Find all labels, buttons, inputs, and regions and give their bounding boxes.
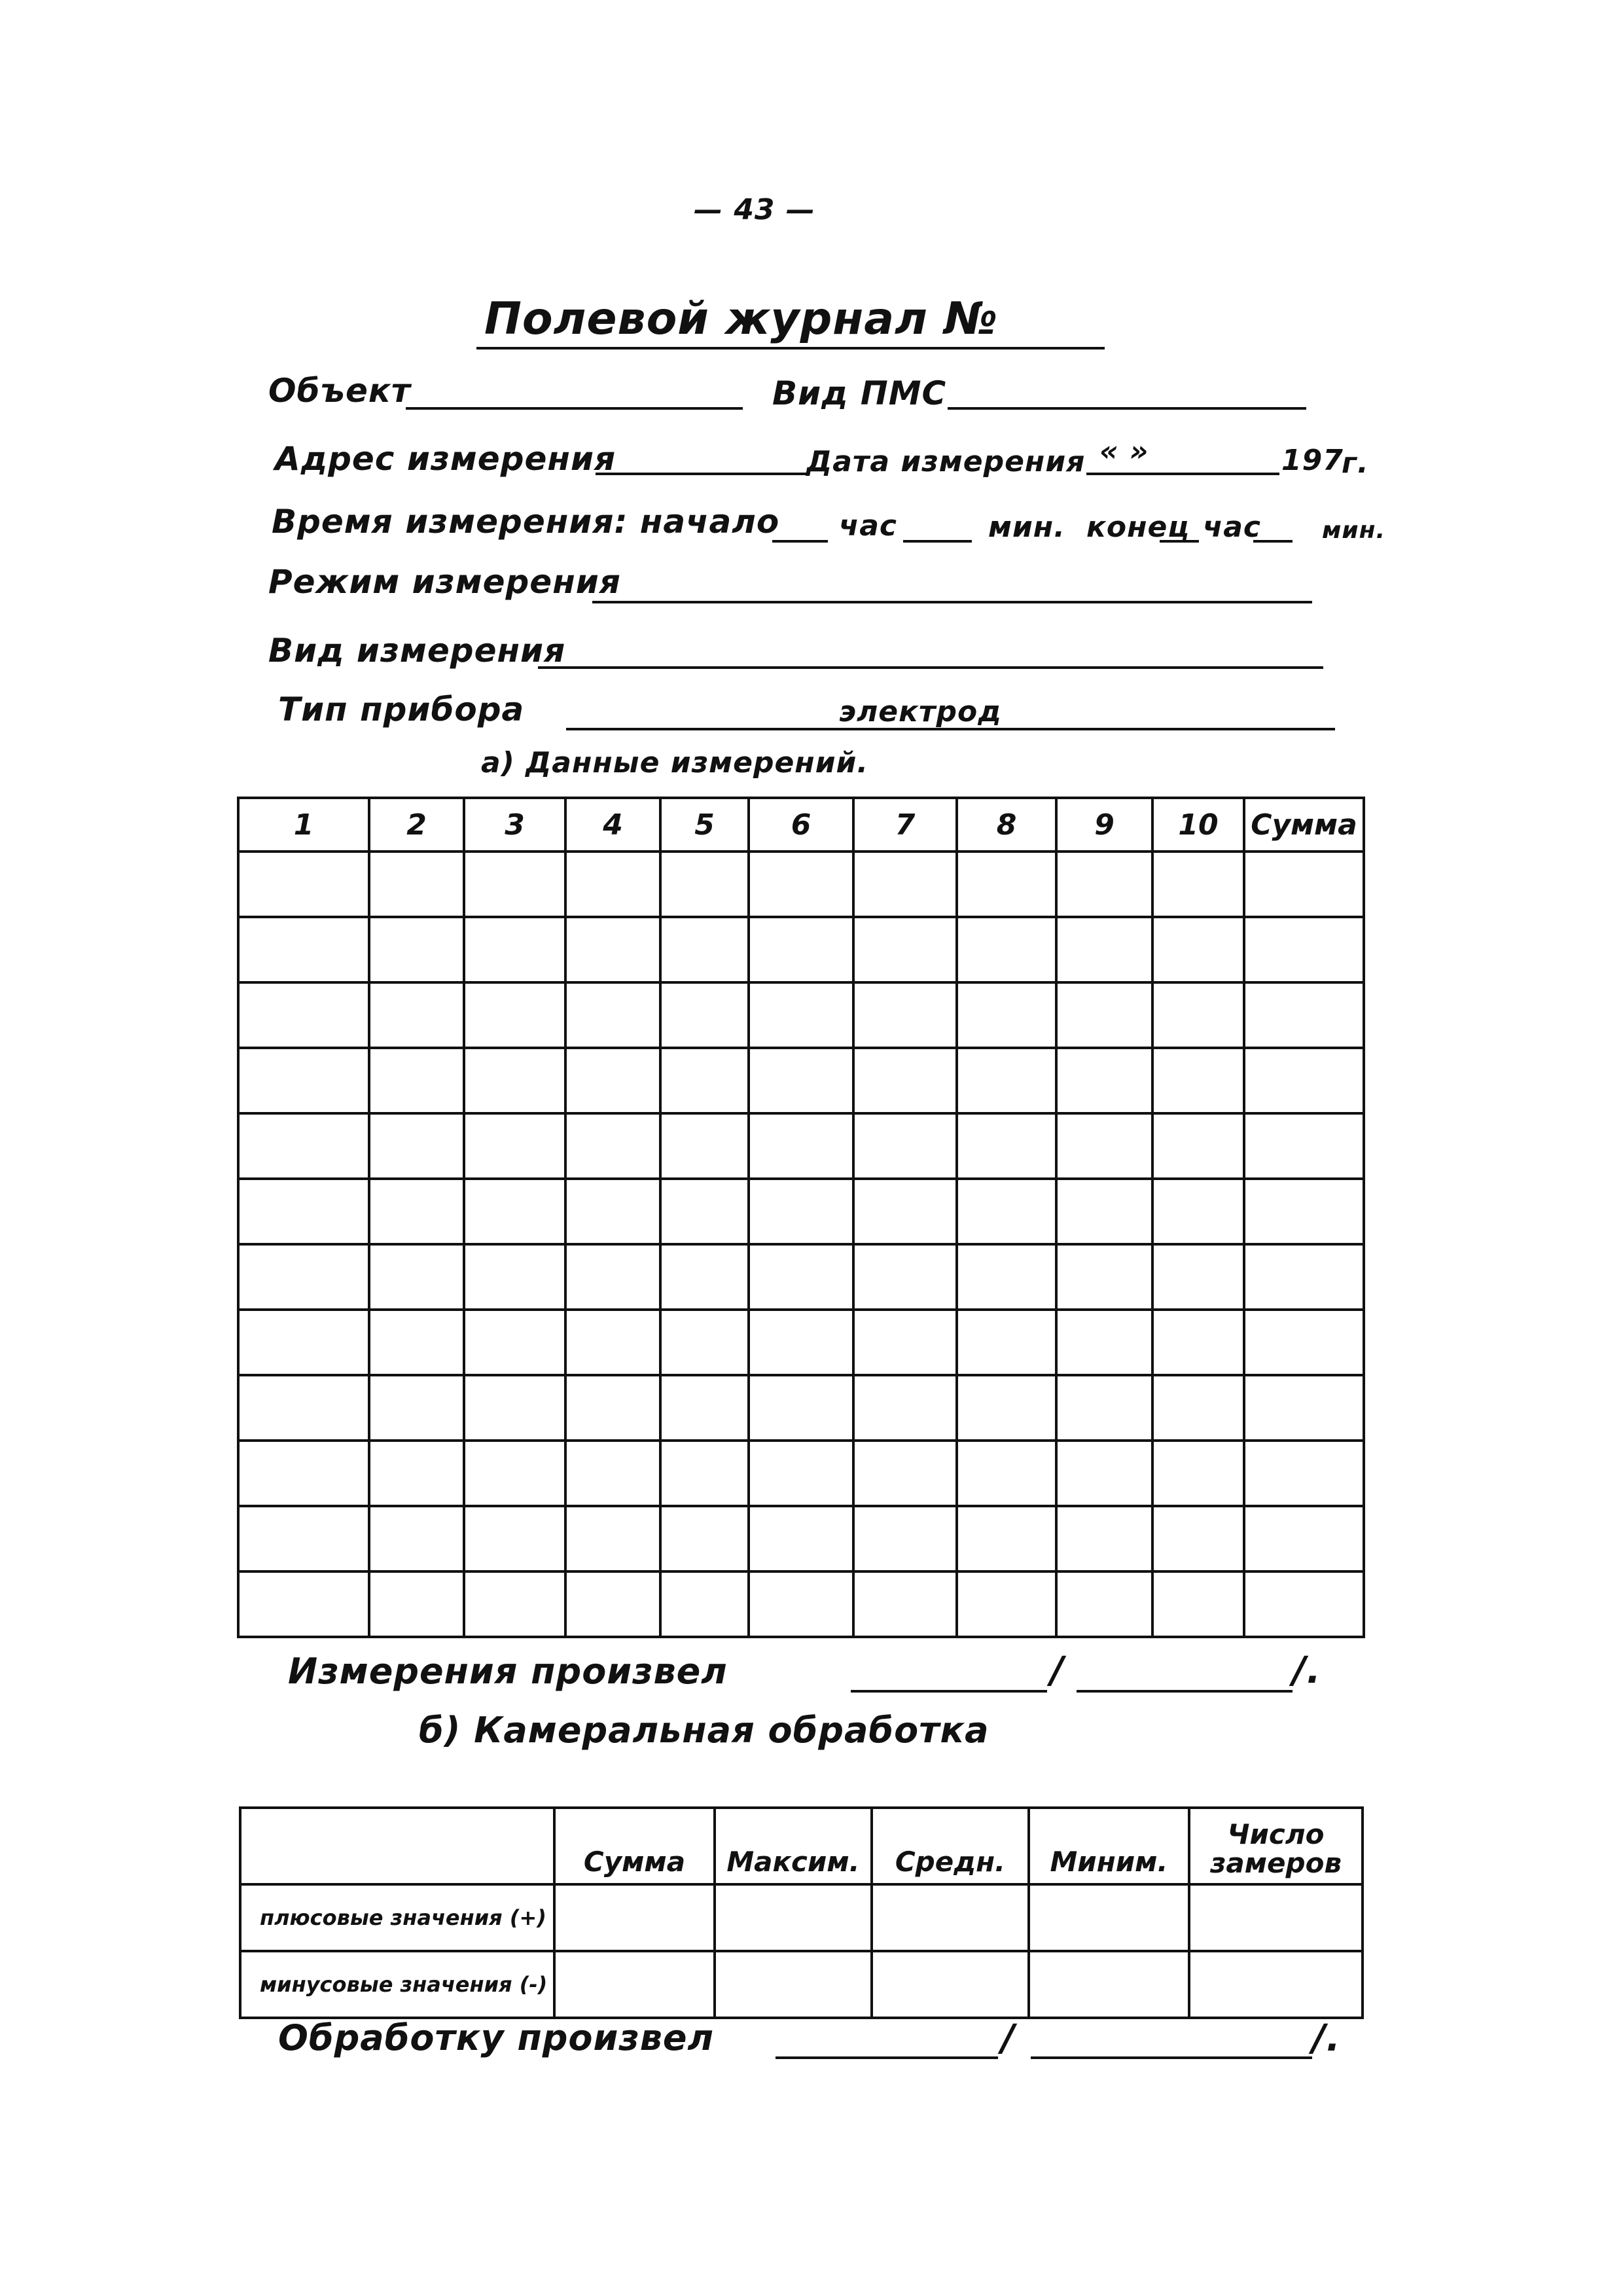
year-value: 197 [1281,444,1344,477]
measurements-table [237,797,1365,1638]
table-cell[interactable] [749,1441,853,1506]
table-cell[interactable] [749,1113,853,1179]
table-row [238,1048,1364,1113]
table-cell[interactable] [554,1884,715,1951]
table-cell[interactable] [660,1310,749,1375]
table-cell[interactable] [369,1506,464,1571]
address-field-line[interactable] [596,473,808,475]
row-label-minus: минусовые значения (-) [240,1951,554,2018]
table-cell[interactable] [957,982,1056,1048]
table-cell[interactable] [1056,1375,1152,1441]
table-cell[interactable] [565,1506,660,1571]
start-min-line[interactable] [903,540,972,543]
table-cell[interactable] [660,1048,749,1113]
mode-field-line[interactable] [592,601,1312,603]
column-header: 9 [1056,798,1152,852]
column-header: 10 [1152,798,1244,852]
table-cell[interactable] [238,1571,369,1637]
processed-by-label: Обработку произвел [278,2017,715,2058]
table-cell[interactable] [1244,1310,1364,1375]
table-cell[interactable] [957,852,1056,917]
table-cell[interactable] [1152,1179,1244,1244]
table-row [238,1179,1364,1244]
hour-label-2: час [1203,511,1261,544]
table-cell[interactable] [1029,1951,1189,2018]
table-cell[interactable] [464,1375,565,1441]
processed-by-end-slash: /. [1312,2017,1341,2060]
table-cell[interactable] [238,852,369,917]
table-cell[interactable] [238,1310,369,1375]
processed-by-signature-line[interactable] [776,2056,998,2059]
table-row [240,1951,1363,2018]
table-row [238,1244,1364,1310]
table-cell[interactable] [565,917,660,982]
table-cell[interactable] [957,1571,1056,1637]
table-row [238,852,1364,917]
year-suffix: г. [1342,446,1369,480]
table-cell[interactable] [554,1951,715,2018]
table-row [238,1375,1364,1441]
table-cell[interactable] [238,1179,369,1244]
page-number: — 43 — [694,193,815,226]
table-cell[interactable] [853,1113,957,1179]
section-b-heading: б) Камеральная обработка [419,1710,990,1751]
end-label: конец [1086,511,1190,544]
table-cell[interactable] [1152,1571,1244,1637]
column-header: Миним. [1029,1808,1189,1884]
row-label-plus: плюсовые значения (+) [240,1884,554,1951]
measure-type-label: Вид измерения [268,632,566,670]
table-cell[interactable] [464,1441,565,1506]
table-cell[interactable] [238,917,369,982]
table-cell[interactable] [660,1113,749,1179]
journal-title: Полевой журнал № [484,293,999,345]
table-cell[interactable] [749,1244,853,1310]
table-cell[interactable] [749,1375,853,1441]
address-label: Адрес измерения [275,440,616,478]
table-cell[interactable] [1152,852,1244,917]
table-cell[interactable] [565,982,660,1048]
table-cell[interactable] [238,1375,369,1441]
table-cell[interactable] [369,1441,464,1506]
object-field-line[interactable] [406,407,743,410]
table-row [238,1310,1364,1375]
table-cell[interactable] [853,1048,957,1113]
mode-label: Режим измерения [268,563,621,601]
table-cell[interactable] [853,1506,957,1571]
column-header: 4 [565,798,660,852]
table-cell[interactable] [853,1571,957,1637]
column-header: 7 [853,798,957,852]
table-cell[interactable] [957,1375,1056,1441]
table-cell[interactable] [957,1113,1056,1179]
table-cell[interactable] [853,1244,957,1310]
table-cell[interactable] [565,1571,660,1637]
column-header: Максим. [715,1808,872,1884]
object-label: Объект [268,372,411,410]
table-cell[interactable] [369,982,464,1048]
table-cell[interactable] [369,1375,464,1441]
section-a-heading: а) Данные измерений. [481,746,869,780]
table-cell[interactable] [238,1506,369,1571]
table-row [238,1113,1364,1179]
table-cell[interactable] [464,1310,565,1375]
table-cell[interactable] [957,1441,1056,1506]
table-row [238,1506,1364,1571]
pms-type-label: Вид ПМС [772,374,947,412]
table-cell[interactable] [660,852,749,917]
table-cell[interactable] [1244,1506,1364,1571]
table-cell[interactable] [957,1310,1056,1375]
table-cell[interactable] [238,1048,369,1113]
table-row [238,982,1364,1048]
table-cell[interactable] [1056,1244,1152,1310]
table-cell[interactable] [238,982,369,1048]
table-row [238,1571,1364,1637]
processing-table [239,1806,1364,2019]
table-cell[interactable] [1244,1571,1364,1637]
measure-type-field-line[interactable] [538,666,1323,669]
table-row [238,1441,1364,1506]
table-cell[interactable] [1056,1048,1152,1113]
table-cell[interactable] [1056,917,1152,982]
table-cell[interactable] [464,1179,565,1244]
table-cell[interactable] [238,1244,369,1310]
table-cell[interactable] [1152,1441,1244,1506]
table-cell[interactable] [957,1506,1056,1571]
table-cell[interactable] [369,1048,464,1113]
table-cell[interactable] [369,1310,464,1375]
table-cell[interactable] [853,917,957,982]
table-cell[interactable] [1152,1310,1244,1375]
processed-by-name-line[interactable] [1031,2056,1312,2059]
column-header: Средн. [872,1808,1029,1884]
table-cell[interactable] [1056,1310,1152,1375]
pms-type-field-line[interactable] [948,407,1306,410]
table-cell[interactable] [749,852,853,917]
table-cell[interactable] [1056,852,1152,917]
device-value: электрод [839,695,1002,728]
table-cell[interactable] [1056,982,1152,1048]
time-label: Время измерения: начало [272,503,780,541]
measurements-header-row [238,798,1364,852]
table-cell[interactable] [957,1048,1056,1113]
table-cell[interactable] [1152,917,1244,982]
table-cell[interactable] [1056,1571,1152,1637]
table-cell[interactable] [369,1179,464,1244]
table-cell[interactable] [749,1506,853,1571]
table-cell[interactable] [1244,982,1364,1048]
table-cell[interactable] [660,1571,749,1637]
table-cell[interactable] [660,982,749,1048]
table-cell[interactable] [1056,1113,1152,1179]
table-cell[interactable] [1056,1179,1152,1244]
sum-column-header: Сумма [1244,798,1364,852]
table-cell[interactable] [1056,1441,1152,1506]
table-cell[interactable] [1029,1884,1189,1951]
table-cell[interactable] [1152,982,1244,1048]
table-cell[interactable] [1244,1244,1364,1310]
table-cell[interactable] [853,1375,957,1441]
table-cell[interactable] [957,1179,1056,1244]
date-field-line[interactable] [1086,473,1279,475]
table-cell[interactable] [1244,852,1364,917]
device-label: Тип прибора [278,691,525,728]
table-cell[interactable] [1244,1179,1364,1244]
table-cell[interactable] [749,1571,853,1637]
min-label: мин. [988,511,1065,544]
column-header: Число замеров [1189,1808,1363,1884]
table-cell[interactable] [464,1113,565,1179]
table-cell[interactable] [565,1113,660,1179]
table-cell[interactable] [565,1179,660,1244]
table-cell[interactable] [565,1244,660,1310]
processed-by-slash: / [1001,2017,1016,2060]
measured-by-name-line[interactable] [1077,1690,1293,1693]
measured-by-end-slash: /. [1293,1649,1321,1692]
start-hour-line[interactable] [772,540,828,543]
column-header: 1 [238,798,369,852]
table-cell[interactable] [1244,1048,1364,1113]
end-min-line[interactable] [1253,540,1293,543]
table-cell[interactable] [464,982,565,1048]
table-cell[interactable] [872,1884,1029,1951]
table-cell[interactable] [464,852,565,917]
hour-label: час [839,509,897,543]
table-cell[interactable] [1189,1951,1363,2018]
table-cell[interactable] [715,1951,872,2018]
table-cell[interactable] [749,1310,853,1375]
row-label-header [240,1808,554,1884]
column-header: 3 [464,798,565,852]
table-cell[interactable] [369,1571,464,1637]
table-cell[interactable] [853,1179,957,1244]
measured-by-slash: / [1050,1649,1065,1692]
table-row [238,917,1364,982]
measured-by-label: Измерения произвел [288,1651,728,1692]
table-cell[interactable] [369,852,464,917]
table-cell[interactable] [749,982,853,1048]
table-cell[interactable] [1244,1113,1364,1179]
table-cell[interactable] [957,1244,1056,1310]
table-cell[interactable] [749,1048,853,1113]
table-cell[interactable] [369,1244,464,1310]
table-cell[interactable] [957,917,1056,982]
table-cell[interactable] [1152,1048,1244,1113]
table-cell[interactable] [464,917,565,982]
table-cell[interactable] [749,1179,853,1244]
table-cell[interactable] [1189,1884,1363,1951]
table-cell[interactable] [464,1506,565,1571]
table-cell[interactable] [1056,1506,1152,1571]
column-header: 8 [957,798,1056,852]
date-label: Дата измерения [806,445,1086,478]
table-cell[interactable] [1152,1113,1244,1179]
measured-by-signature-line[interactable] [851,1690,1047,1693]
table-cell[interactable] [565,852,660,917]
table-cell[interactable] [872,1951,1029,2018]
table-cell[interactable] [749,917,853,982]
table-cell[interactable] [565,1441,660,1506]
table-cell[interactable] [853,982,957,1048]
table-cell[interactable] [369,1113,464,1179]
title-underline [476,347,1105,350]
table-cell[interactable] [660,1441,749,1506]
table-cell[interactable] [1244,917,1364,982]
table-cell[interactable] [853,1310,957,1375]
table-cell[interactable] [660,1506,749,1571]
processing-header-row [240,1808,1363,1884]
table-cell[interactable] [660,1375,749,1441]
table-cell[interactable] [565,1048,660,1113]
end-hour-line[interactable] [1160,540,1199,543]
table-row [240,1884,1363,1951]
table-cell[interactable] [238,1441,369,1506]
table-cell[interactable] [1244,1375,1364,1441]
date-quotes: « » [1099,435,1149,468]
table-cell[interactable] [1152,1244,1244,1310]
column-header: 5 [660,798,749,852]
min-label-2: мин. [1322,517,1386,544]
column-header: Сумма [554,1808,715,1884]
table-cell[interactable] [238,1113,369,1179]
table-cell[interactable] [1244,1441,1364,1506]
table-cell[interactable] [1152,1506,1244,1571]
table-cell[interactable] [565,1310,660,1375]
table-cell[interactable] [660,917,749,982]
table-cell[interactable] [660,1179,749,1244]
table-cell[interactable] [660,1244,749,1310]
table-cell[interactable] [853,852,957,917]
column-header: 6 [749,798,853,852]
column-header: 2 [369,798,464,852]
table-cell[interactable] [369,917,464,982]
table-cell[interactable] [464,1571,565,1637]
table-cell[interactable] [853,1441,957,1506]
table-cell[interactable] [1152,1375,1244,1441]
table-cell[interactable] [565,1375,660,1441]
table-cell[interactable] [715,1884,872,1951]
table-cell[interactable] [464,1244,565,1310]
table-cell[interactable] [464,1048,565,1113]
